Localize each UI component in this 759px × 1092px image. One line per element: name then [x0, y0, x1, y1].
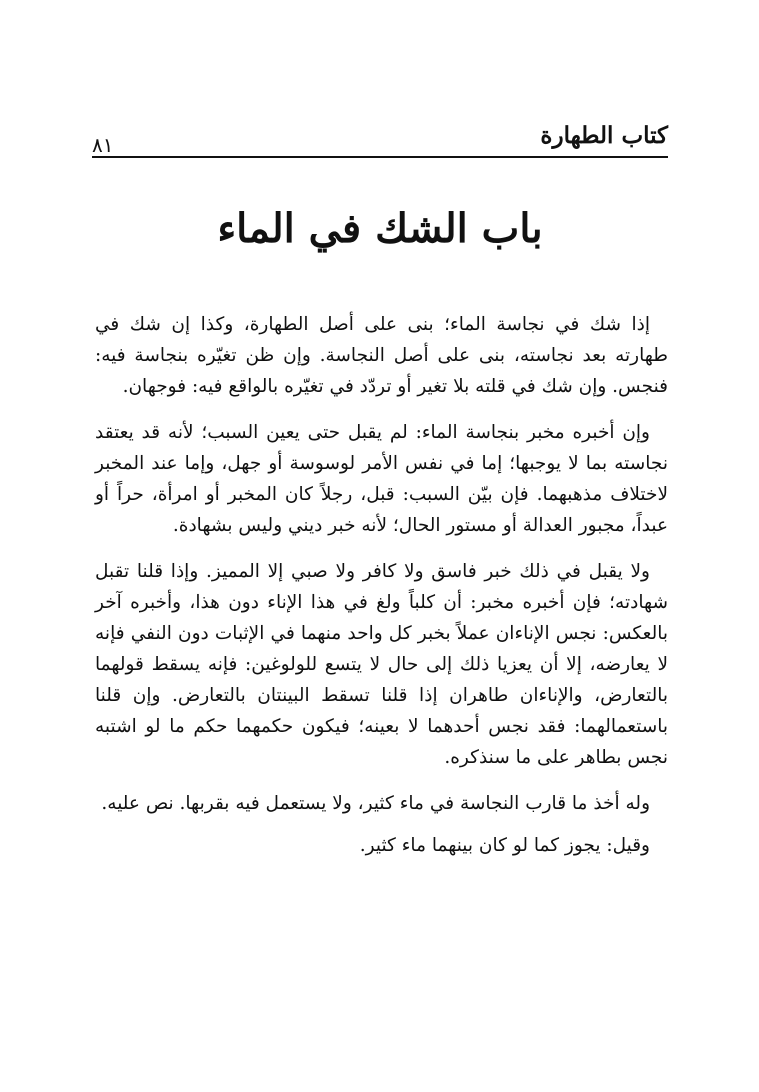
page-number: ٨١ [92, 133, 114, 157]
chapter-title: باب الشك في الماء [217, 205, 543, 252]
running-header [92, 118, 668, 158]
body-text [95, 309, 668, 876]
paragraph: إذا شك في نجاسة الماء؛ بنى على أصل الطهارة، وكذا إن شك في طهارته بعد نجاسته، بنى على أصل النجاسة. وإن ظن تغيّره بنجاسة فيه: فنجس. وإن شك في قلته بلا تغير أو تردّد في تغيّره بالواقع فيه: فوجهان. [95, 314, 668, 397]
header-rule [92, 156, 668, 158]
book-title: كتاب الطهارة [540, 122, 668, 149]
paragraph: وإن أخبره مخبر بنجاسة الماء: لم يقبل حتى يعين السبب؛ لأنه قد يعتقد نجاسته بما لا يوجبها؛ إما في نفس الأمر لوسوسة أو جهل، وإما عند المخبر لاختلاف مذهبهما. فإن بيّن السبب: قبل، رجلاً كان المخبر أو امرأة، حراً أو عبداً، مجبور العدالة أو مستور الحال؛ لأنه خبر ديني وليس بشهادة. [95, 422, 668, 536]
paragraph: ولا يقبل في ذلك خبر فاسق ولا كافر ولا صبي إلا المميز. وإذا قلنا تقبل شهادته؛ فإن أخبره مخبر: أن كلباً ولغ في هذا الإناء دون هذا، وأخبره آخر بالعكس: نجس الإناءان عملاً بخبر كل واحد منهما في الإثبات دون النفي فإنه لا يعارضه، إلا أن يعزيا ذلك إلى حال لا يتسع للولوغين: فإنه يسقط قولهما بالتعارض، والإناءان طاهران إذا قلنا تسقط البينتان بالتعارض. وإن قلنا باستعمالهما: فقد نجس أحدهما لا بعينه؛ فيكون حكمهما حكم ما لو اشتبه نجس بطاهر على ما سنذكره. [95, 561, 668, 768]
paragraph: وقيل: يجوز كما لو كان بينهما ماء كثير. [359, 835, 650, 856]
paragraph: وله أخذ ما قارب النجاسة في ماء كثير، ولا يستعمل فيه بقربها. نص عليه. [101, 793, 650, 814]
